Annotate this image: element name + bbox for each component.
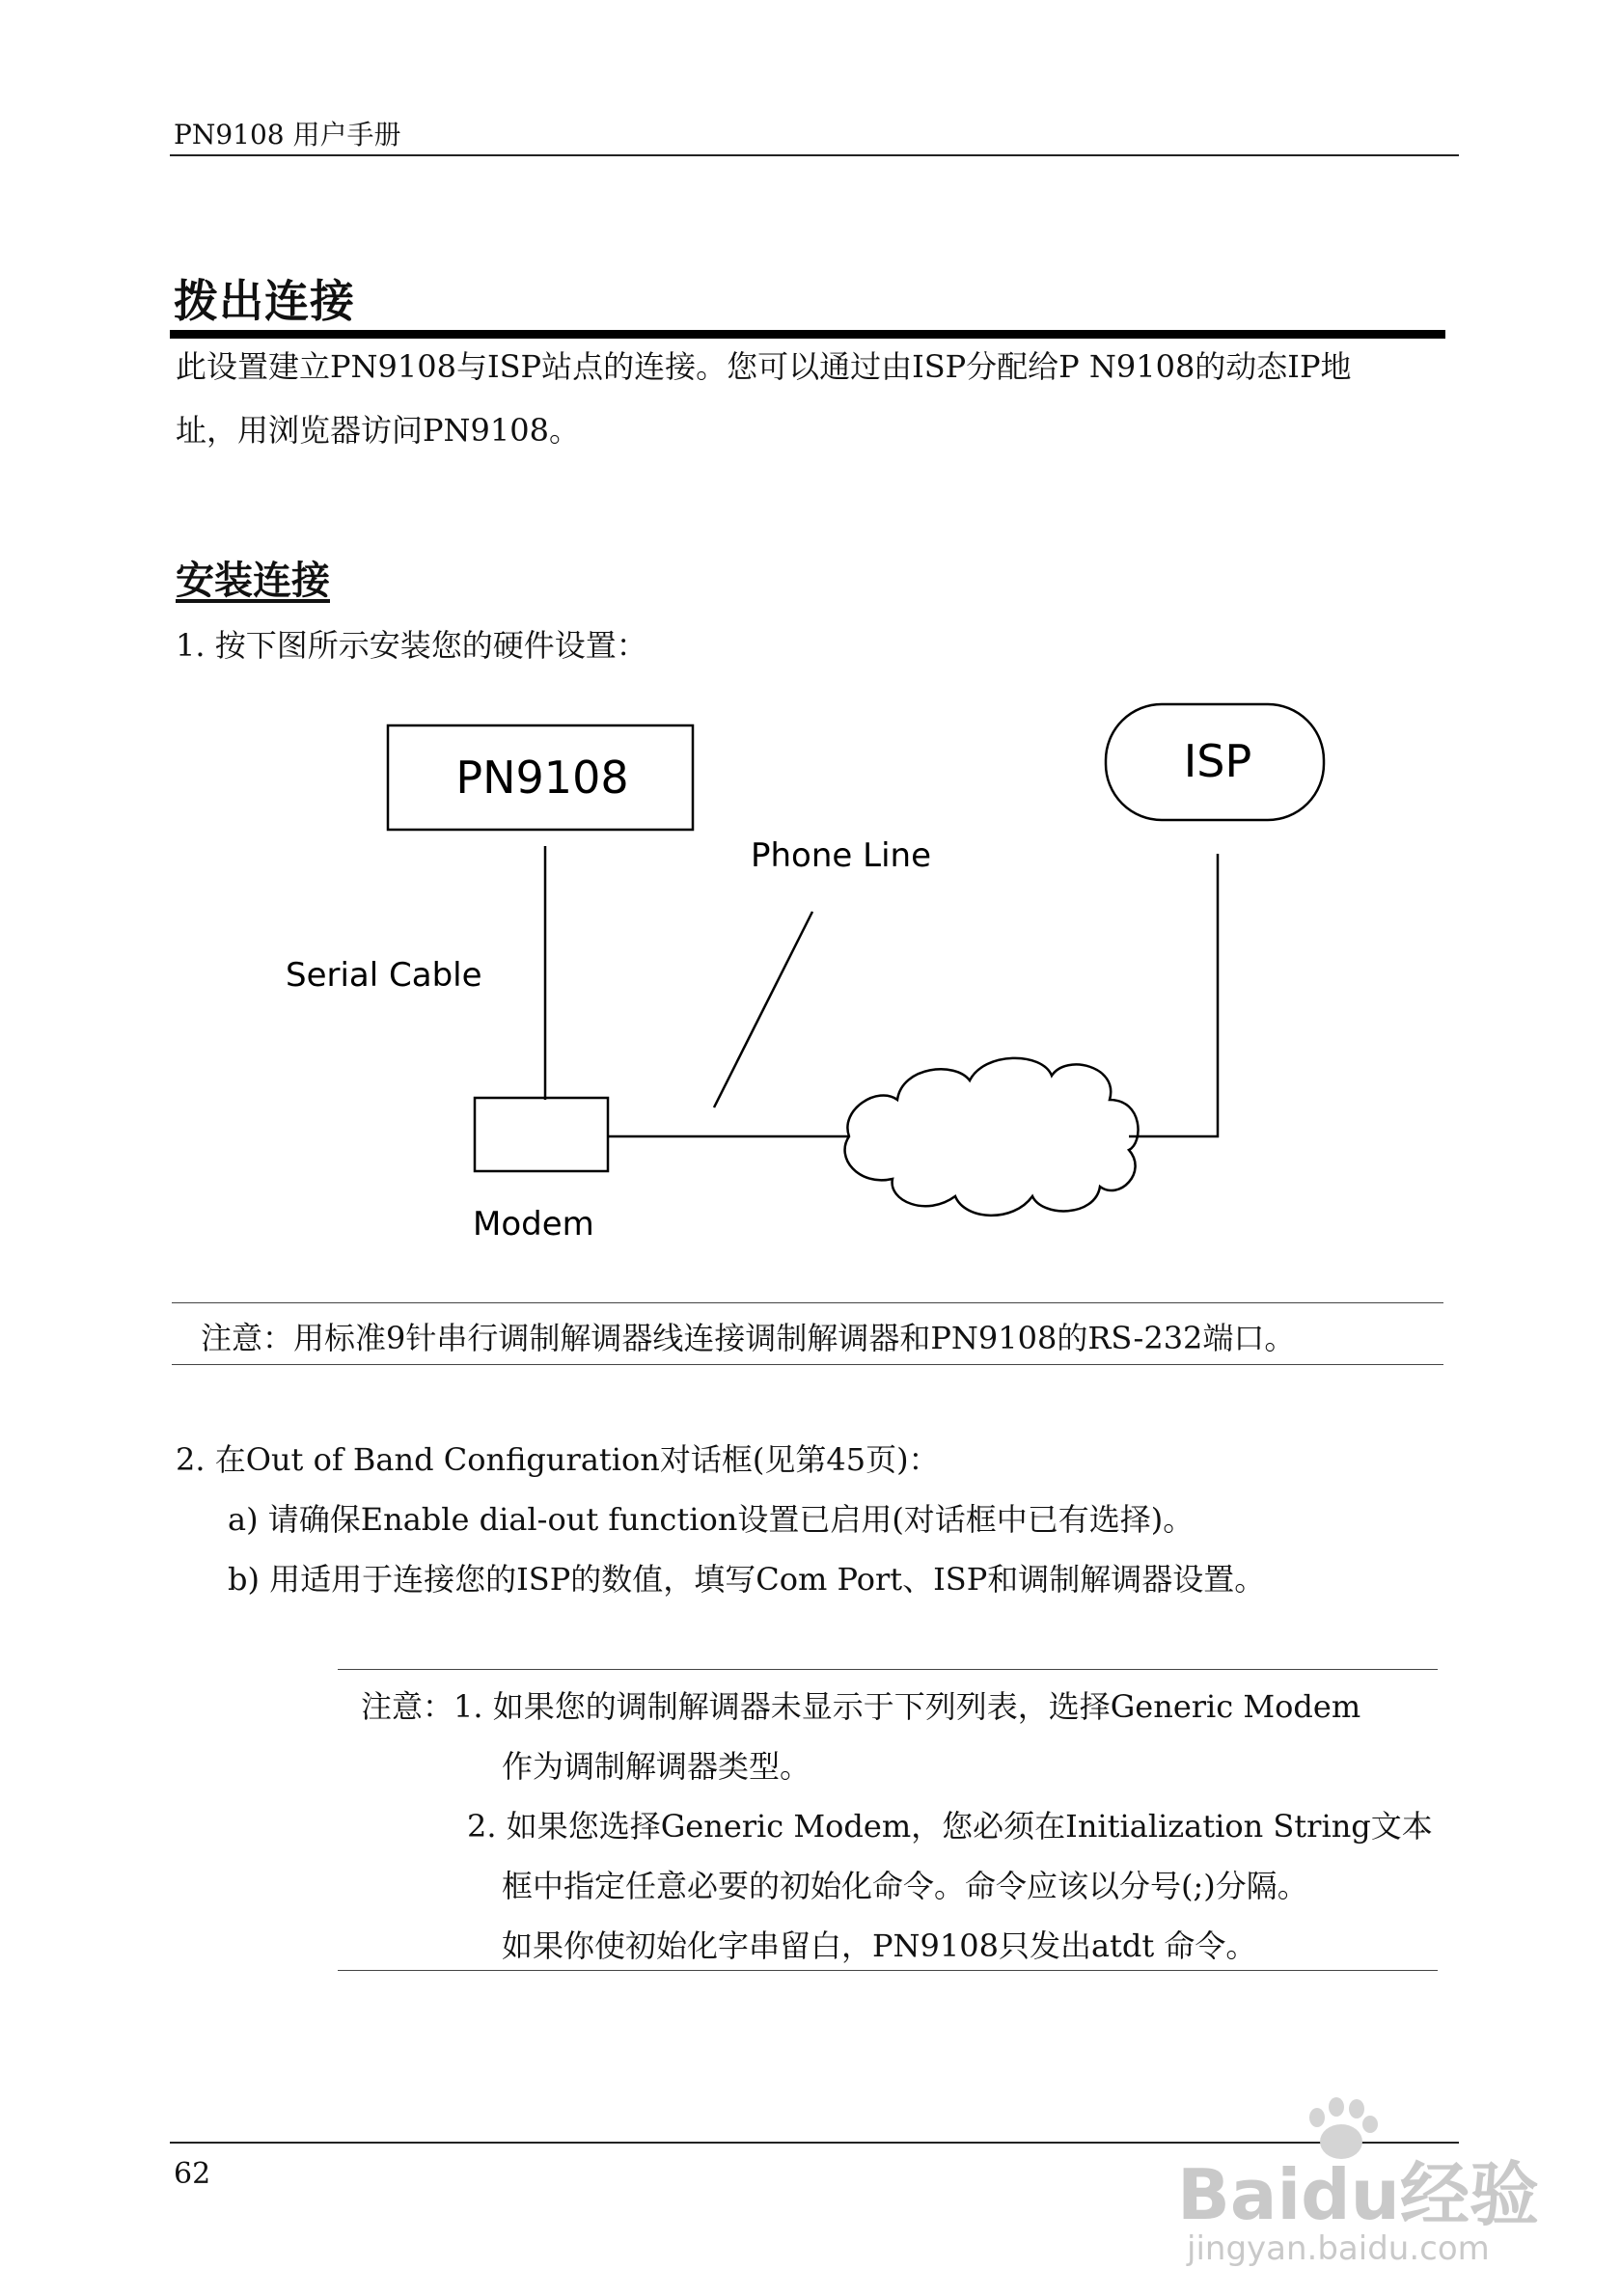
step-1: 1. 按下图所示安装您的硬件设置： (176, 627, 647, 664)
baidu-watermark (1148, 2074, 1553, 2267)
note2-bottom-rule (338, 1970, 1438, 1971)
modem-label: Modem (473, 1205, 594, 1244)
running-header: PN9108 用户手册 (174, 119, 401, 150)
section-title: 拨出连接 (174, 275, 355, 327)
paw-icon (1309, 2097, 1378, 2159)
phone-line-pointer (714, 912, 812, 1107)
note-2-line5: 如果你使初始化字串留白，PN9108只发出atdt 命令。 (502, 1927, 1257, 1964)
phone-line-label: Phone Line (751, 836, 931, 875)
modem-box (475, 1098, 608, 1171)
step-2a: a) 请确保Enable dial-out function设置已启用(对话框中已有选择)。 (228, 1501, 1195, 1538)
cloud-to-isp-line (1129, 854, 1218, 1136)
step-2b: b) 用适用于连接您的ISP的数值，填写Com Port、ISP和调制解调器设置。 (228, 1561, 1266, 1598)
note-2-line2: 作为调制解调器类型。 (502, 1748, 811, 1785)
isp-label: ISP (1183, 735, 1252, 787)
watermark-url: jingyan.baidu.com (1187, 2229, 1490, 2267)
note-2-line3: 2. 如果您选择Generic Modem，您必须在Initialization String文本 (467, 1808, 1433, 1845)
internet-cloud (845, 1058, 1139, 1216)
step-2: 2. 在Out of Band Configuration对话框(见第45页)： (176, 1441, 940, 1478)
watermark-brand: Baidu经验 (1177, 2154, 1539, 2235)
note2-top-rule (338, 1669, 1438, 1670)
note-1: 注意：用标准9针串行调制解调器线连接调制解调器和PN9108的RS-232端口。 (201, 1320, 1296, 1356)
note1-top-rule (172, 1302, 1443, 1303)
note-2-line1: 注意：1. 如果您的调制解调器未显示于下列列表，选择Generic Modem (361, 1688, 1361, 1725)
subsection-title: 安装连接 (176, 559, 330, 603)
serial-cable-label: Serial Cable (286, 956, 482, 995)
note1-bottom-rule (172, 1364, 1443, 1365)
page-number: 62 (174, 2157, 211, 2191)
note-2-line4: 框中指定任意必要的初始化命令。命令应该以分号(;)分隔。 (502, 1868, 1308, 1904)
intro-line-1: 此设置建立PN9108与ISP站点的连接。您可以通过由ISP分配给P N9108的动态IP地 (176, 348, 1352, 385)
pn9108-label: PN9108 (455, 752, 629, 804)
intro-line-2: 址，用浏览器访问PN9108。 (176, 412, 580, 449)
